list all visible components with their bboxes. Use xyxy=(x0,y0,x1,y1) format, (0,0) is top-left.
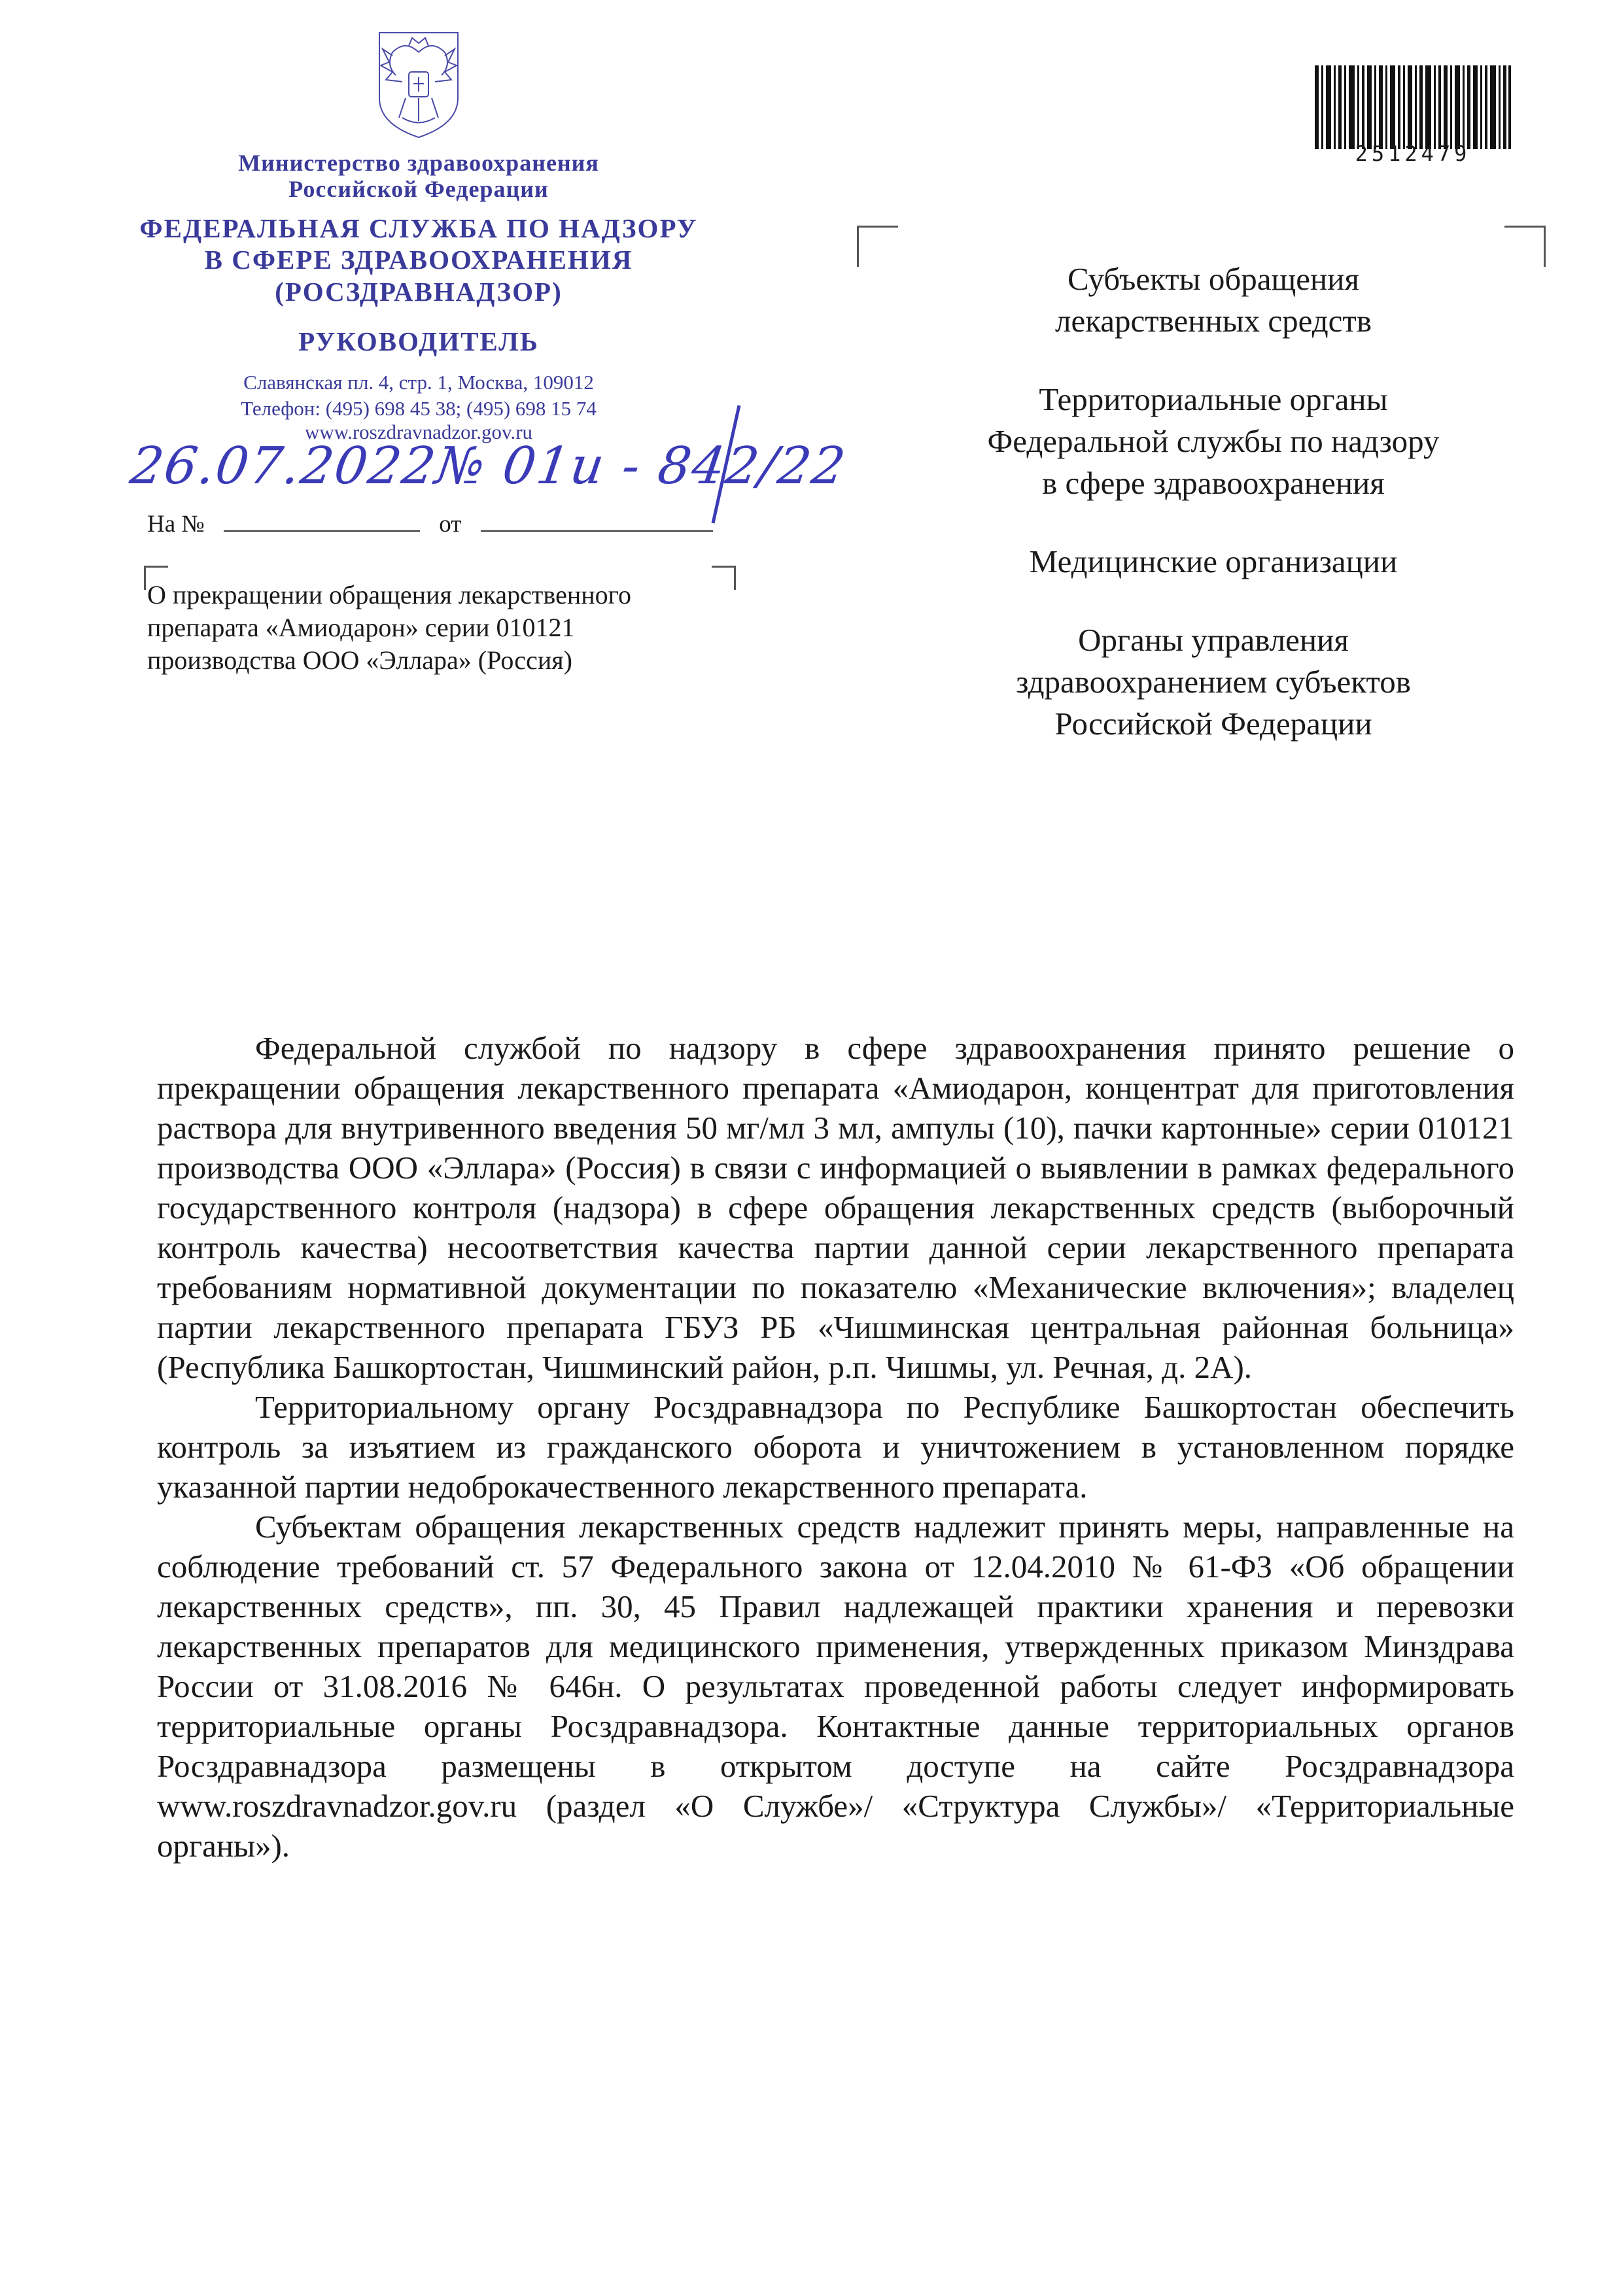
addressee-line: Органы управления xyxy=(1078,622,1349,658)
barcode xyxy=(1315,65,1511,149)
agency-line-1: ФЕДЕРАЛЬНАЯ СЛУЖБА ПО НАДЗОРУ xyxy=(139,213,698,243)
position-title: РУКОВОДИТЕЛЬ xyxy=(298,326,539,356)
body-paragraph-2: Территориальному органу Росздравнадзора по Республике Башкортостан обеспечить контроль за изъятием из гражданского оборота и уничтожением в установленном порядке указанной партии недоброкачественного лекарственного препарата. xyxy=(157,1389,1514,1505)
addressee-item xyxy=(906,379,1521,504)
agency-line-2: В СФЕРЕ ЗДРАВООХРАНЕНИЯ xyxy=(204,245,633,275)
addressee-list xyxy=(906,258,1521,781)
subject-line-2: препарата «Амиодарон» серии 010121 xyxy=(147,613,575,642)
subject-block xyxy=(147,579,736,677)
agency-line-3: (РОСЗДРАВНАДЗОР) xyxy=(275,277,563,307)
addressee-item xyxy=(906,258,1521,342)
ministry-line-2: Российской Федерации xyxy=(288,176,549,202)
address: Славянская пл. 4, стр. 1, Москва, 109012 xyxy=(243,371,594,394)
website: www.roszdravnadzor.gov.ru xyxy=(304,420,533,443)
outgoing-number-handwritten: 26.07.2022№ 01и - 842/22 xyxy=(126,437,850,496)
addressee-line: Территориальные органы xyxy=(1039,381,1388,417)
phone: Телефон: (495) 698 45 38; (495) 698 15 74 xyxy=(241,397,597,420)
subject-line-1: О прекращении обращения лекарственного xyxy=(147,580,632,609)
addressee-item xyxy=(906,619,1521,745)
addressee-line: Медицинские организации xyxy=(1029,543,1398,579)
ministry-line-1: Министерство здравоохранения xyxy=(238,150,599,176)
reference-row xyxy=(147,510,713,538)
coat-of-arms-icon xyxy=(373,26,464,141)
addressee-line: в сфере здравоохранения xyxy=(1042,465,1385,501)
addressee-line: Субъекты обращения xyxy=(1067,261,1359,297)
addressee-line: Федеральной службы по надзору xyxy=(987,423,1440,459)
subject-line-3: производства ООО «Эллара» (Россия) xyxy=(147,645,572,675)
addressee-line: здравоохранением субъектов xyxy=(1016,664,1411,700)
barcode-number: 2512479 xyxy=(1355,141,1471,166)
addressee-item xyxy=(906,541,1521,583)
body-paragraph-3: Субъектам обращения лекарственных средств надлежит принять меры, направленные на соблюдение требований ст. 57 Федерального закона от 12.04.2010 № 61-ФЗ «Об обращении лекарственных средств», пп. 30, 45 Правил надлежащей практики хранения и перевозки лекарственных препаратов для медицинского применения, утвержденных приказом Минздрава России от 31.08.2016 № 646н. О результатах проведенной работы следует информировать территориальные органы Росздравнадзора. Контактные данные территориальных органов Росздравнадзора размещены в открытом доступе на сайте Росздравнадзора www.roszdravnadzor.gov.ru (раздел «О Службе»/ «Структура Службы»/ «Территориальные органы»). xyxy=(157,1509,1514,1864)
ref-from-label: от xyxy=(439,511,462,538)
letter-body xyxy=(157,1028,1514,1866)
addressee-line: Российской Федерации xyxy=(1054,706,1372,742)
ref-number-label: На № xyxy=(147,511,205,538)
addressee-line: лекарственных средств xyxy=(1055,303,1372,339)
address-corner-top-left xyxy=(857,226,898,267)
ref-number-blank xyxy=(224,512,420,532)
ref-date-blank xyxy=(481,512,713,532)
body-paragraph-1: Федеральной службой по надзору в сфере здравоохранения принято решение о прекращении обращения лекарственного препарата «Амиодарон, концентрат для приготовления раствора для внутривенного введения 50 мг/мл 3 мл, ампулы (10), пачки картонные» серии 010121 производства ООО «Эллара» (Россия) в связи с информацией о выявлении в рамках федерального государственного контроля (надзора) в сфере обращения лекарственных средств (выборочный контроль качества) несоответствия качества партии данной серии лекарственного препарата требованиям нормативной документации по показателю «Механические включения»; владелец партии лекарственного препарата ГБУЗ РБ «Чишминская центральная районная больница» (Республика Башкортостан, Чишминский район, р.п. Чишмы, ул. Речная, д. 2А). xyxy=(157,1030,1514,1385)
